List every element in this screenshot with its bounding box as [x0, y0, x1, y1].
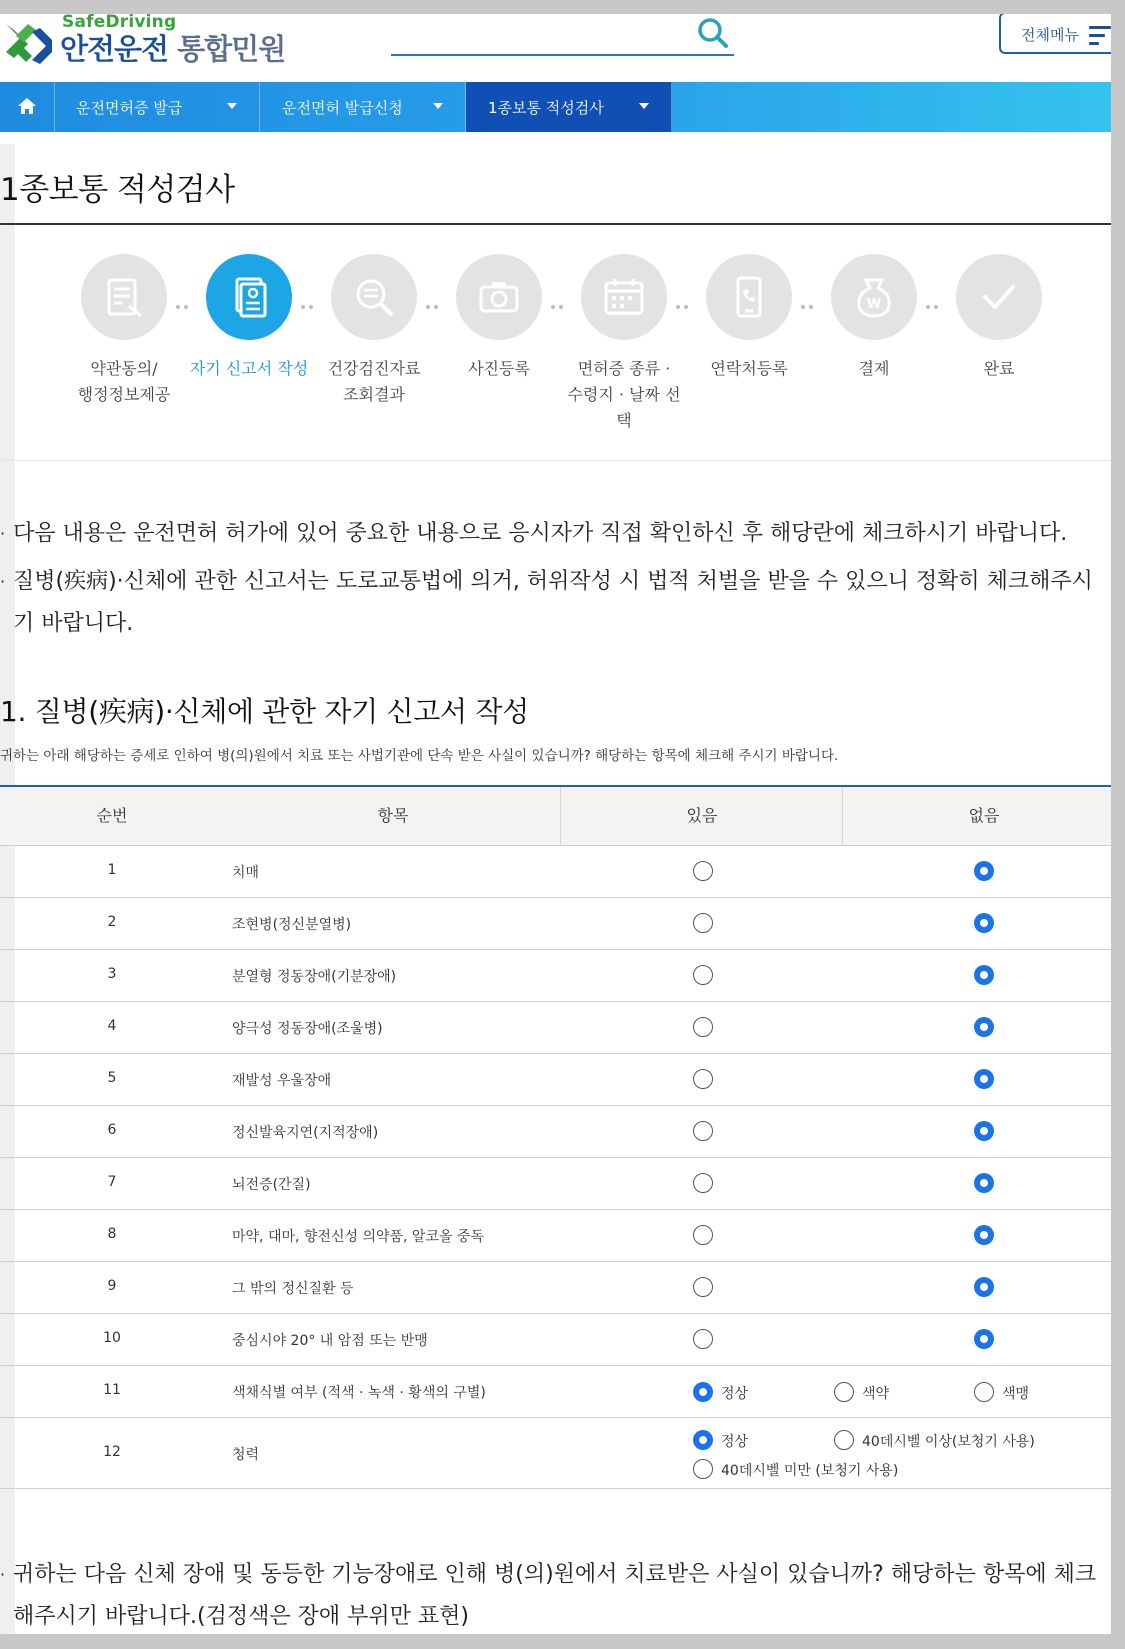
- row-item: 정신발육지연(지적장애): [232, 1125, 379, 1141]
- radio-yes[interactable]: [693, 861, 713, 881]
- step-health-check: [312, 254, 436, 408]
- step-photo: [437, 254, 561, 382]
- table-row: [0, 1262, 1111, 1314]
- nav-item-aptitude-test[interactable]: [466, 82, 672, 132]
- progress-steps: [0, 254, 1111, 430]
- step-label: 사진등록: [468, 359, 530, 378]
- bullet: ·: [0, 524, 6, 543]
- row-item: 양극성 정동장애(조울병): [232, 1021, 383, 1037]
- table-row: [0, 1210, 1111, 1262]
- row-item: 재발성 우울장애: [232, 1073, 332, 1089]
- row-num: 4: [107, 1018, 117, 1034]
- breadcrumb-nav: [0, 82, 1111, 132]
- radio-color-blind[interactable]: [974, 1382, 994, 1402]
- radio-hearing-under-40db[interactable]: [693, 1459, 713, 1479]
- steps-divider: [0, 460, 1111, 461]
- home-button[interactable]: [0, 82, 55, 132]
- option-label: 정상: [721, 1434, 749, 1450]
- step-license-type: [562, 254, 686, 434]
- step-circle: [456, 254, 542, 340]
- document-edit-icon: [103, 276, 145, 318]
- nav-item-license-apply[interactable]: [260, 82, 466, 132]
- check-icon: [978, 276, 1020, 318]
- row-num: 1: [107, 862, 117, 878]
- row-num: 3: [107, 966, 117, 982]
- section-title: 1. 질병(疾病)·신체에 관한 자기 신고서 작성: [0, 695, 529, 728]
- radio-hearing-over-40db[interactable]: [834, 1430, 854, 1450]
- radio-color-normal[interactable]: [693, 1382, 713, 1402]
- table-row: [0, 1158, 1111, 1210]
- table-row: [0, 1106, 1111, 1158]
- row-item: 색채식별 여부 (적색 · 녹색 · 황색의 구별): [232, 1385, 486, 1401]
- step-circle: [831, 254, 917, 340]
- bottom-notice-line2: 해주시기 바랍니다.(검정색은 장애 부위만 표현): [13, 1604, 469, 1629]
- option-label: 색맹: [1002, 1386, 1030, 1402]
- table-header: [0, 785, 1111, 846]
- radio-no[interactable]: [974, 1121, 994, 1141]
- nav-item-label: 1종보통 적성검사: [488, 99, 604, 117]
- radio-yes[interactable]: [693, 1069, 713, 1089]
- logo-title: [60, 27, 285, 68]
- option-label: 색약: [862, 1386, 890, 1402]
- row-item: 그 밖의 정신질환 등: [232, 1281, 354, 1297]
- title-divider: [0, 223, 1111, 225]
- step-circle: [706, 254, 792, 340]
- nav-item-label: 운전면허증 발급: [76, 99, 183, 117]
- header-item: 항목: [377, 806, 409, 825]
- table-row: [0, 1314, 1111, 1366]
- calendar-icon: [603, 276, 645, 318]
- radio-no[interactable]: [974, 913, 994, 933]
- option-label: 40데시벨 이상(보청기 사용): [862, 1434, 1035, 1450]
- header-num: 순번: [96, 806, 128, 825]
- step-payment: [812, 254, 936, 382]
- row-num: 12: [103, 1444, 121, 1460]
- row-num: 9: [107, 1278, 117, 1294]
- row-num: 2: [107, 914, 117, 930]
- step-circle: [331, 254, 417, 340]
- table-row-hearing: [0, 1418, 1111, 1489]
- phone-icon: [728, 276, 770, 318]
- header-yes: 있음: [560, 787, 843, 845]
- row-item: 분열형 정동장애(기분장애): [232, 969, 397, 985]
- radio-no[interactable]: [974, 1069, 994, 1089]
- bullet: ·: [0, 572, 6, 591]
- logo[interactable]: [2, 14, 292, 74]
- row-num: 6: [107, 1122, 117, 1138]
- step-circle: [956, 254, 1042, 340]
- section-description: 귀하는 아래 해당하는 증세로 인하여 병(의)원에서 치료 또는 사법기관에 단속 받은 사실이 있습니까? 해당하는 항목에 체크해 주시기 바랍니다.: [0, 748, 839, 764]
- row-item: 뇌전증(간질): [232, 1177, 311, 1193]
- search-document-icon: [353, 276, 395, 318]
- full-menu-button[interactable]: [999, 14, 1111, 54]
- radio-yes[interactable]: [693, 1017, 713, 1037]
- table-row: [0, 950, 1111, 1002]
- row-num: 8: [107, 1226, 117, 1242]
- radio-hearing-normal[interactable]: [693, 1430, 713, 1450]
- hamburger-icon: [1089, 26, 1111, 44]
- radio-yes[interactable]: [693, 1225, 713, 1245]
- full-menu-label: 전체메뉴: [1021, 26, 1079, 44]
- won-bag-icon: [853, 276, 895, 318]
- bottom-notice-line1: 귀하는 다음 신체 장애 및 동등한 기능장애로 인해 병(의)원에서 치료받은 사실이 있습니까? 해당하는 항목에 체크: [13, 1562, 1097, 1587]
- step-label: 자기 신고서 작성: [189, 359, 309, 378]
- step-circle: [206, 254, 292, 340]
- option-label: 정상: [721, 1386, 749, 1402]
- logo-title-light: 통합민원: [168, 32, 286, 66]
- radio-yes[interactable]: [693, 1121, 713, 1141]
- radio-yes[interactable]: [693, 965, 713, 985]
- row-num: 7: [107, 1174, 117, 1190]
- row-num: 5: [107, 1070, 117, 1086]
- svg-text:W: W: [866, 297, 882, 312]
- step-contact: [687, 254, 811, 382]
- notice-text: 다음 내용은 운전면허 허가에 있어 중요한 내용으로 응시자가 직접 확인하신 후 해당란에 체크하시기 바랍니다.: [13, 521, 1068, 546]
- row-item: 청력: [232, 1447, 260, 1463]
- table-body: [0, 846, 1111, 1366]
- row-num: 10: [103, 1330, 121, 1346]
- header-no: 없음: [842, 787, 1111, 845]
- header: [0, 14, 1111, 82]
- step-label: 면허증 종류 · 수령지 · 날짜 선택: [567, 359, 681, 430]
- camera-icon: [478, 276, 520, 318]
- search-icon[interactable]: [696, 16, 730, 50]
- radio-no[interactable]: [974, 1173, 994, 1193]
- search-input[interactable]: [391, 14, 734, 56]
- radio-no[interactable]: [974, 1017, 994, 1037]
- step-label: 연락처등록: [710, 359, 788, 378]
- page-title: 1종보통 적성검사: [0, 172, 235, 208]
- row-item: 중심시야 20° 내 암점 또는 반맹: [232, 1333, 428, 1349]
- radio-no[interactable]: [974, 1329, 994, 1349]
- step-circle: [81, 254, 167, 340]
- radio-yes[interactable]: [693, 913, 713, 933]
- chevron-down-icon: [433, 103, 443, 109]
- home-icon: [18, 98, 36, 114]
- step-self-report: [187, 254, 311, 382]
- step-label: 결제: [858, 359, 890, 378]
- table-row-color: [0, 1366, 1111, 1418]
- step-label: 건강검진자료 조회결과: [327, 359, 421, 404]
- table-row: [0, 846, 1111, 898]
- notice-text: 기 바랍니다.: [13, 611, 134, 636]
- report-form-icon: [228, 276, 270, 318]
- radio-no[interactable]: [974, 1225, 994, 1245]
- step-circle: [581, 254, 667, 340]
- radio-color-weak[interactable]: [834, 1382, 854, 1402]
- radio-yes[interactable]: [693, 1277, 713, 1297]
- logo-title-main: 안전운전: [60, 32, 169, 66]
- radio-yes[interactable]: [693, 1329, 713, 1349]
- row-item: 치매: [232, 865, 260, 881]
- logo-mark-icon: [2, 18, 54, 66]
- bullet: ·: [0, 1565, 6, 1584]
- table-row: [0, 1054, 1111, 1106]
- radio-yes[interactable]: [693, 1173, 713, 1193]
- radio-no[interactable]: [974, 1277, 994, 1297]
- notice-text: 질병(疾病)·신체에 관한 신고서는 도로교통법에 의거, 허위작성 시 법적 처벌을 받을 수 있으니 정확히 체크해주시: [13, 569, 1093, 594]
- row-num: 11: [103, 1382, 121, 1398]
- nav-item-license-issue[interactable]: [54, 82, 260, 132]
- table-row: [0, 1002, 1111, 1054]
- nav-item-label: 운전면허 발급신청: [282, 99, 403, 117]
- chevron-down-icon: [639, 103, 649, 109]
- radio-no[interactable]: [974, 965, 994, 985]
- step-terms: [62, 254, 186, 408]
- row-item: 마약, 대마, 향전신성 의약품, 알코올 중독: [232, 1229, 484, 1245]
- step-label: 완료: [983, 359, 1015, 378]
- logo-subtitle: SafeDriving: [62, 14, 177, 32]
- step-complete: [937, 254, 1061, 382]
- step-label: 약관동의/ 행정정보제공: [77, 359, 171, 404]
- table-row: [0, 898, 1111, 950]
- option-label: 40데시벨 미만 (보청기 사용): [721, 1463, 899, 1479]
- radio-no[interactable]: [974, 861, 994, 881]
- self-report-table: [0, 785, 1111, 1489]
- page: [0, 14, 1111, 1634]
- chevron-down-icon: [227, 103, 237, 109]
- row-item: 조현병(정신분열병): [232, 917, 352, 933]
